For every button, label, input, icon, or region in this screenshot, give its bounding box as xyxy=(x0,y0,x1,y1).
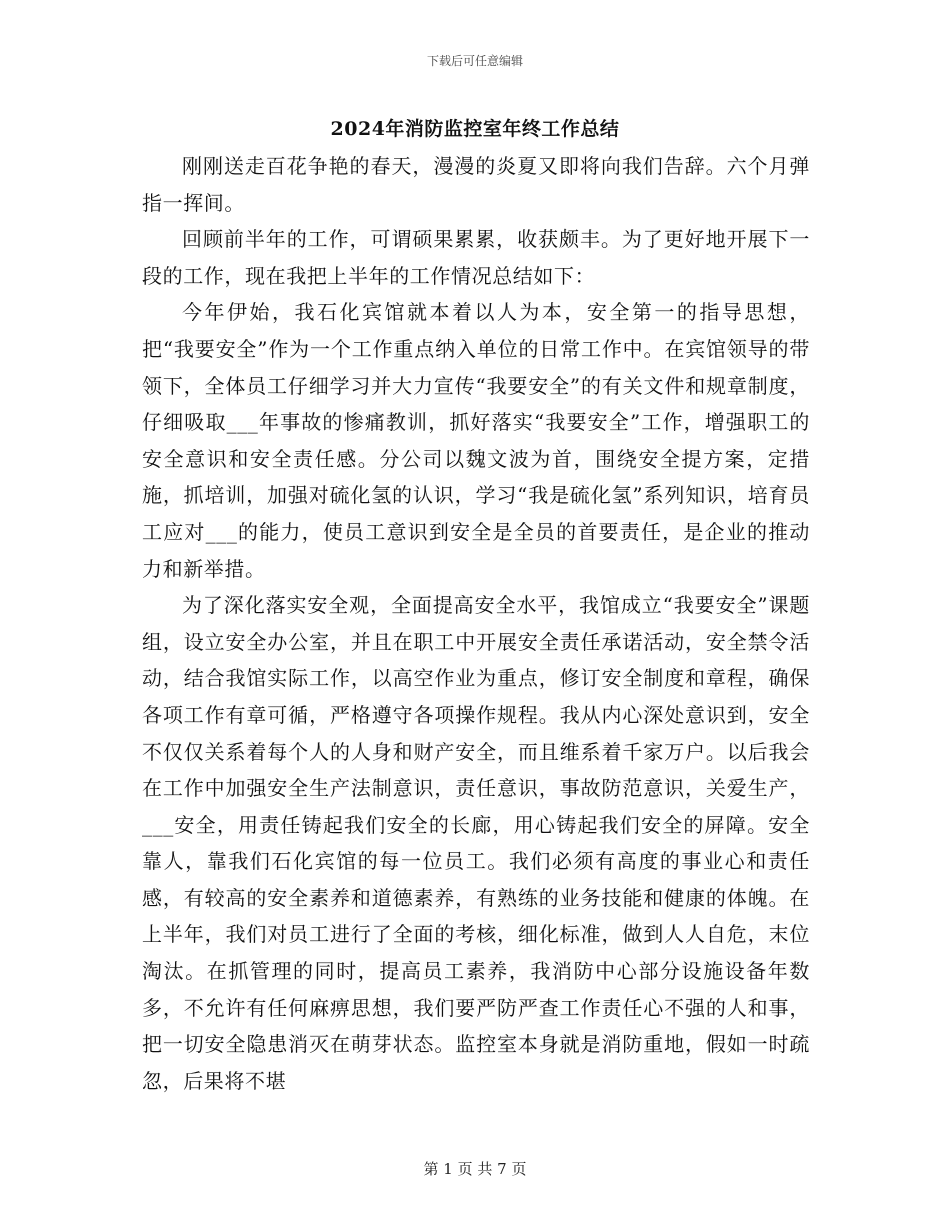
page-header-note: 下载后可任意编辑 xyxy=(426,54,523,68)
paragraph-4: 为了深化落实安全观，全面提高安全水平，我馆成立“我要安全”课题组，设立安全办公室，并且在职工中开展安全责任承诺活动，安全禁令活动，结合我馆实际工作，以高空作业为重点，修订安全制度和章程，确保各项工作有章可循，严格遵守各项操作规程。我从内心深处意识到，安全不仅仅关系着每个人的人身和财产安全，而且维系着千家万户。以后我会在工作中加强安全生产法制意识，责任意识，事故防范意识，关爱生产，___安全，用责任铸起我们安全的长廊，用心铸起我们安全的屏障。安全靠人，靠我们石化宾馆的每一位员工。我们必须有高度的事业心和责任感，有较高的安全素养和道德素养，有熟练的业务技能和健康的体魄。在上半年，我们对员工进行了全面的考核，细化标准，做到人人自危，末位淘汰。在抓管理的同时，提高员工素养，我消防中心部分设施设备年数多，不允许有任何麻痹思想，我们要严防严查工作责任心不强的人和事，把一切安全隐患消灭在萌芽状态。监控室本身就是消防重地，假如一时疏忽，后果将不堪 xyxy=(142,593,810,1093)
paragraph-1: 刚刚送走百花争艳的春天，漫漫的炎夏又即将向我们告辞。六个月弹指一挥间。 xyxy=(142,154,810,215)
page-number: 第 1 页 共 7 页 xyxy=(423,1160,527,1178)
paragraph-2: 回顾前半年的工作，可谓硕果累累，收获颇丰。为了更好地开展下一段的工作，现在我把上半年的工作情况总结如下： xyxy=(142,227,810,288)
document-title: 2024年消防监控室年终工作总结 xyxy=(330,118,620,140)
document-body xyxy=(142,148,810,1099)
paragraph-3: 今年伊始，我石化宾馆就本着以人为本，安全第一的指导思想，把“我要安全”作为一个工作重点纳入单位的日常工作中。在宾馆领导的带领下，全体员工仔细学习并大力宣传“我要安全”的有关文件和规章制度，仔细吸取___年事故的惨痛教训，抓好落实“我要安全”工作，增强职工的安全意识和安全责任感。分公司以魏文波为首，围绕安全提方案，定措施，抓培训，加强对硫化氢的认识，学习“我是硫化氢”系列知识，培育员工应对___的能力，使员工意识到安全是全员的首要责任，是企业的推动力和新举措。 xyxy=(142,300,810,581)
